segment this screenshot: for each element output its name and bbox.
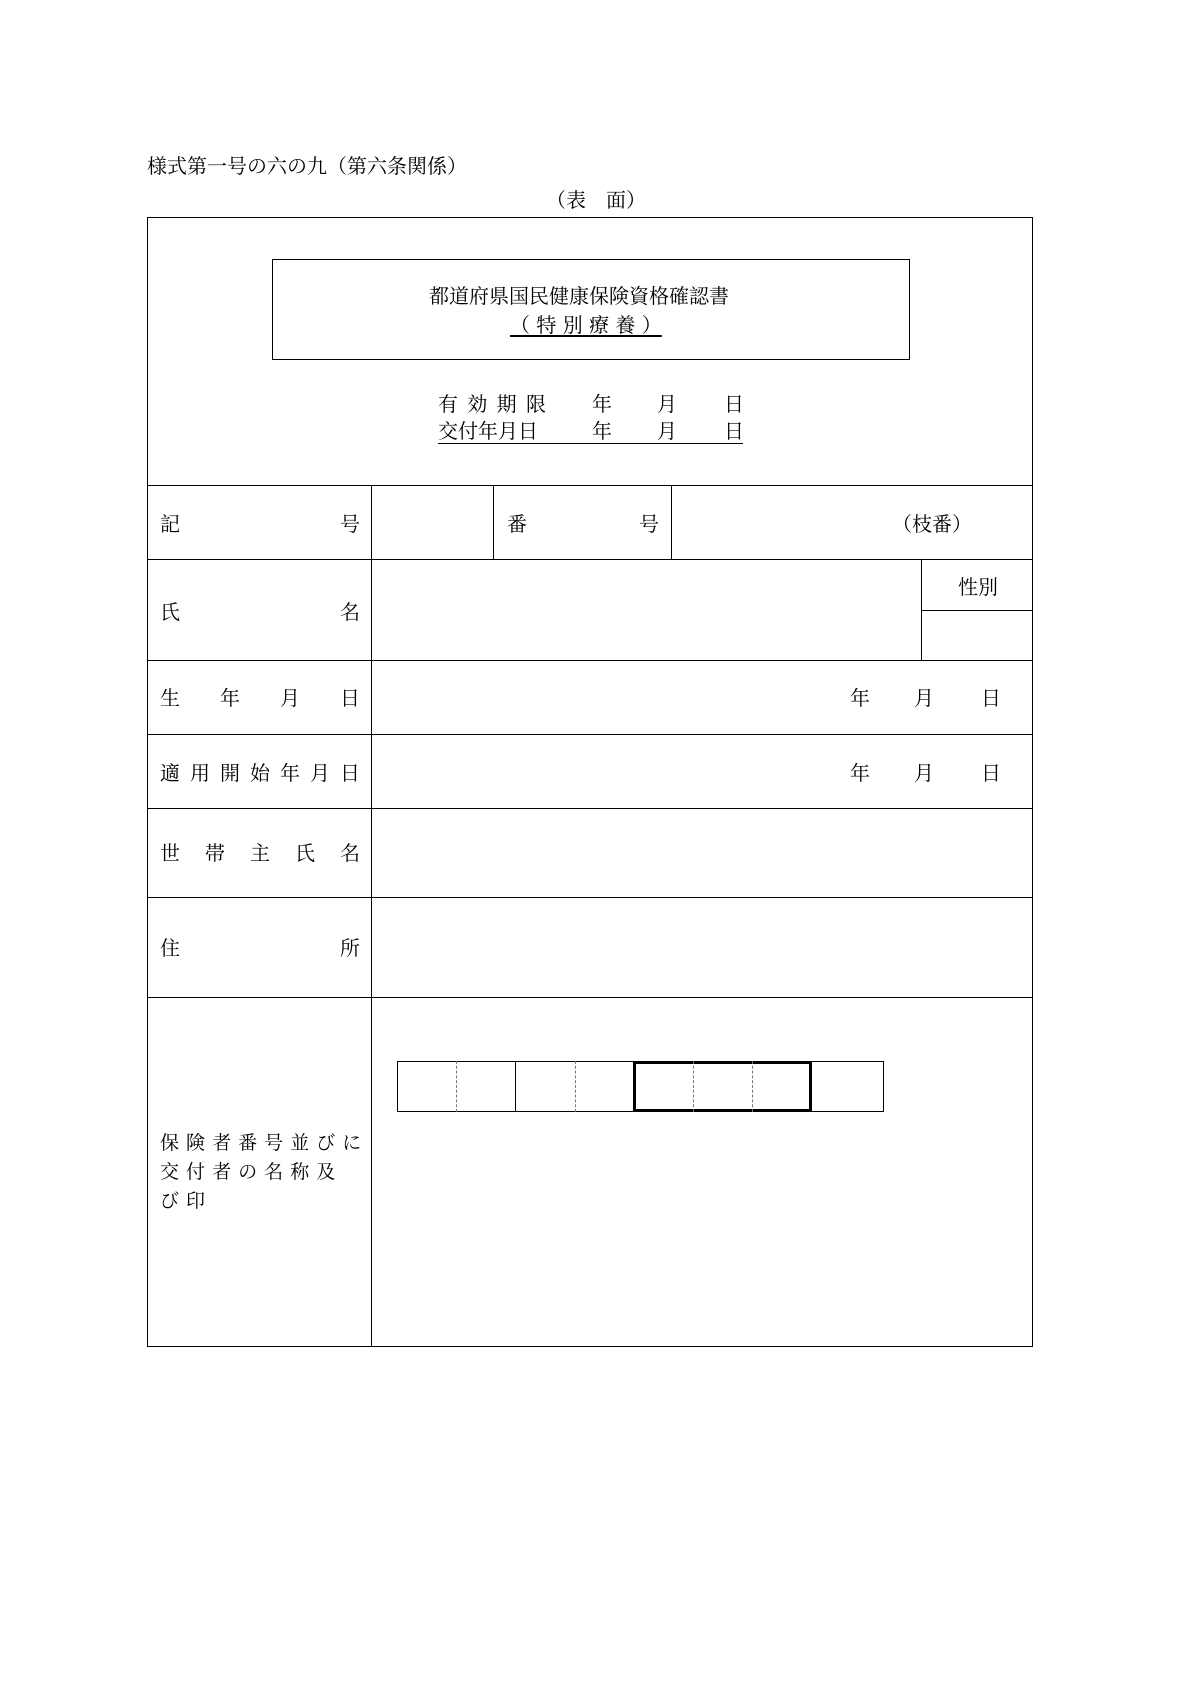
address-field[interactable]	[373, 899, 1031, 995]
issue-month: 月	[657, 419, 677, 443]
rule-number-split	[671, 485, 672, 559]
side-label: （表 面）	[546, 188, 646, 212]
insurer-digit-divider-2	[575, 1061, 576, 1112]
name-label: 氏 名	[160, 600, 360, 624]
branch-number-label: （枝番）	[892, 512, 972, 536]
insurer-digit-divider-4	[752, 1061, 753, 1112]
insurer-label-line2: 交 付 者 の 名 称 及	[160, 1161, 336, 1183]
issue-year: 年	[592, 419, 612, 443]
issue-date-underline	[438, 443, 743, 444]
number-label: 番 号	[507, 512, 659, 536]
form-title: 都道府県国民健康保険資格確認書	[429, 284, 729, 308]
gender-field[interactable]	[923, 612, 1031, 658]
rule-label-column	[371, 485, 372, 1347]
address-label: 住 所	[160, 936, 360, 960]
insurer-digit-group-3[interactable]	[633, 1061, 812, 1112]
expiry-month: 月	[657, 392, 677, 416]
rule-birth-row	[147, 734, 1033, 735]
title-box	[272, 259, 910, 360]
rule-address-row	[147, 997, 1033, 998]
expiry-year: 年	[592, 392, 612, 416]
issue-day: 日	[724, 419, 744, 443]
insurer-digit-divider-3	[693, 1061, 694, 1112]
rule-householder-row	[147, 897, 1033, 898]
name-field[interactable]	[373, 561, 919, 658]
rule-gender-split	[921, 610, 1033, 611]
form-number: 様式第一号の六の九（第六条関係）	[147, 154, 467, 178]
start-day: 日	[981, 761, 1001, 785]
rule-start-row	[147, 808, 1033, 809]
rule-top-section	[147, 485, 1033, 486]
rule-symbol-row	[147, 559, 1033, 560]
birth-day: 日	[981, 686, 1001, 710]
birth-year: 年	[850, 686, 870, 710]
rule-gender-column	[921, 559, 922, 660]
start-month: 月	[914, 761, 934, 785]
householder-label: 世 帯 主 氏 名	[160, 841, 360, 865]
symbol-label: 記 号	[160, 512, 360, 536]
issue-date-label: 交付年月日	[438, 419, 538, 443]
form-subtitle: （ 特 別 療 養 ）	[510, 313, 662, 337]
birthdate-label: 生 年 月 日	[160, 686, 360, 710]
symbol-field[interactable]	[373, 487, 491, 557]
householder-field[interactable]	[373, 810, 1031, 895]
rule-symbol-split	[493, 485, 494, 559]
birth-month: 月	[914, 686, 934, 710]
insurer-check-digit[interactable]	[811, 1061, 884, 1112]
gender-label: 性別	[958, 575, 998, 599]
insurer-label-line3: び 印	[160, 1190, 206, 1212]
start-date-label: 適 用 開 始 年 月 日	[160, 761, 360, 785]
insurer-label-line1: 保 険 者 番 号 並 び に	[160, 1132, 362, 1154]
expiry-label: 有 効 期 限	[438, 392, 546, 416]
insurer-digit-divider-1	[456, 1061, 457, 1112]
start-year: 年	[850, 761, 870, 785]
rule-name-row	[147, 660, 1033, 661]
expiry-day: 日	[724, 392, 744, 416]
